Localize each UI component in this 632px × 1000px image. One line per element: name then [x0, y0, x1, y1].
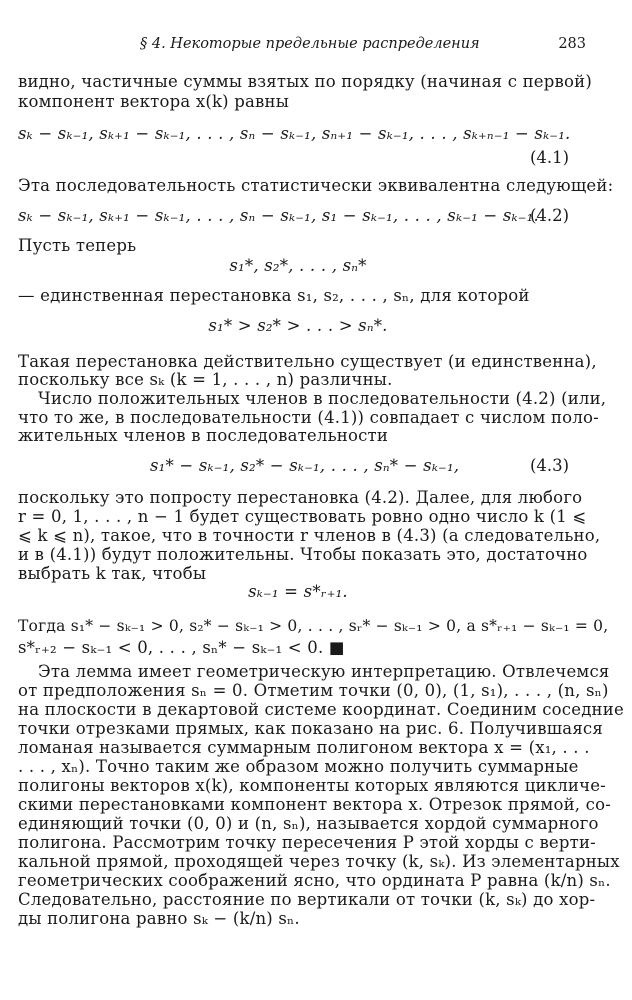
equation-number: (4.2) [530, 206, 570, 225]
text-line: Тогда s₁* − sₖ₋₁ > 0, s₂* − sₖ₋₁ > 0, . . . , sᵣ* − sₖ₋₁ > 0, а s*ᵣ₊₁ − sₖ₋₁ = 0, [18, 617, 609, 635]
equation-4-1: sₖ − sₖ₋₁, sₖ₊₁ − sₖ₋₁, . . . , sₙ − sₖ₋₁, sₙ₊₁ − sₖ₋₁, . . . , sₖ₊ₙ₋₁ − sₖ₋₁. [18, 124, 571, 143]
page-number: 283 [558, 36, 586, 52]
text-line: от предположения sₙ = 0. Отметим точки (0, 0), (1, s₁), . . . , (n, sₙ) [18, 681, 609, 700]
equation-k-choice: sₖ₋₁ = s*ᵣ₊₁. [248, 582, 348, 601]
text-line: r = 0, 1, . . . , n − 1 будет существовать ровно одно число k (1 ⩽ [18, 507, 587, 526]
text-line: Эта последовательность статистически эквивалентна следующей: [18, 176, 614, 195]
text-line: жительных членов в последовательности [18, 426, 389, 445]
equation-ordering: s₁* > s₂* > . . . > sₙ*. [208, 316, 388, 335]
text-line: полигоны векторов x(k), компоненты которых являются цикличе- [18, 776, 606, 795]
text-line: видно, частичные суммы взятых по порядку (начиная с первой) [18, 72, 592, 91]
text-line: выбрать k так, чтобы [18, 564, 207, 583]
text-line: ⩽ k ⩽ n), такое, что в точности r членов в (4.3) (а следовательно, [18, 526, 601, 545]
text-line: . . . , xₙ). Точно таким же образом можно получить суммарные [18, 757, 579, 776]
text-line: s*ᵣ₊₂ − sₖ₋₁ < 0, . . . , sₙ* − sₖ₋₁ < 0. ■ [18, 638, 345, 657]
equation-permutation: s₁*, s₂*, . . . , sₙ* [229, 256, 367, 275]
text-line: — единственная перестановка s₁, s₂, . . . , sₙ, для которой [18, 286, 530, 305]
equation-4-3: s₁* − sₖ₋₁, s₂* − sₖ₋₁, . . . , sₙ* − sₖ₋₁, [150, 456, 460, 475]
text-line: геометрических соображений ясно, что ордината P равна (k/n) sₙ. [18, 871, 611, 890]
text-line: на плоскости в декартовой системе координат. Соединим соседние [18, 700, 624, 719]
text-line: и в (4.1)) будут положительны. Чтобы показать это, достаточно [18, 545, 588, 564]
text-line: Число положительных членов в последовательности (4.2) (или, [38, 389, 607, 408]
running-header: § 4. Некоторые предельные распределения [140, 36, 480, 52]
text-line: полигона. Рассмотрим точку пересечения P этой хорды с верти- [18, 833, 596, 852]
equation-4-2: sₖ − sₖ₋₁, sₖ₊₁ − sₖ₋₁, . . . , sₙ − sₖ₋₁, s₁ − sₖ₋₁, . . . , sₖ₋₁ − sₖ₋₁. [18, 206, 539, 225]
text-line: скими перестановками компонент вектора x. Отрезок прямой, со- [18, 795, 612, 814]
text-line: точки отрезками прямых, как показано на рис. 6. Получившаяся [18, 719, 603, 738]
text-line: Пусть теперь [18, 236, 137, 255]
text-line: поскольку все sₖ (k = 1, . . . , n) различны. [18, 370, 393, 389]
text-line: что то же, в последовательности (4.1)) совпадает с числом поло- [18, 408, 599, 427]
text-line: кальной прямой, проходящей через точку (k, sₖ). Из элементарных [18, 852, 620, 871]
equation-number: (4.1) [530, 148, 570, 167]
text-line: ломаная называется суммарным полигоном вектора x = (x₁, . . . [18, 738, 590, 757]
equation-number: (4.3) [530, 456, 570, 475]
text-line: Такая перестановка действительно существует (и единственна), [18, 352, 597, 371]
text-line: компонент вектора x(k) равны [18, 92, 290, 111]
text-line: Эта лемма имеет геометрическую интерпретацию. Отвлечемся [38, 662, 610, 681]
text-line: единяющий точки (0, 0) и (n, sₙ), называется хордой суммарного [18, 814, 599, 833]
text-line: поскольку это попросту перестановка (4.2). Далее, для любого [18, 488, 583, 507]
text-line: ды полигона равно sₖ − (k/n) sₙ. [18, 909, 300, 928]
text-line: Следовательно, расстояние по вертикали от точки (k, sₖ) до хор- [18, 890, 596, 909]
